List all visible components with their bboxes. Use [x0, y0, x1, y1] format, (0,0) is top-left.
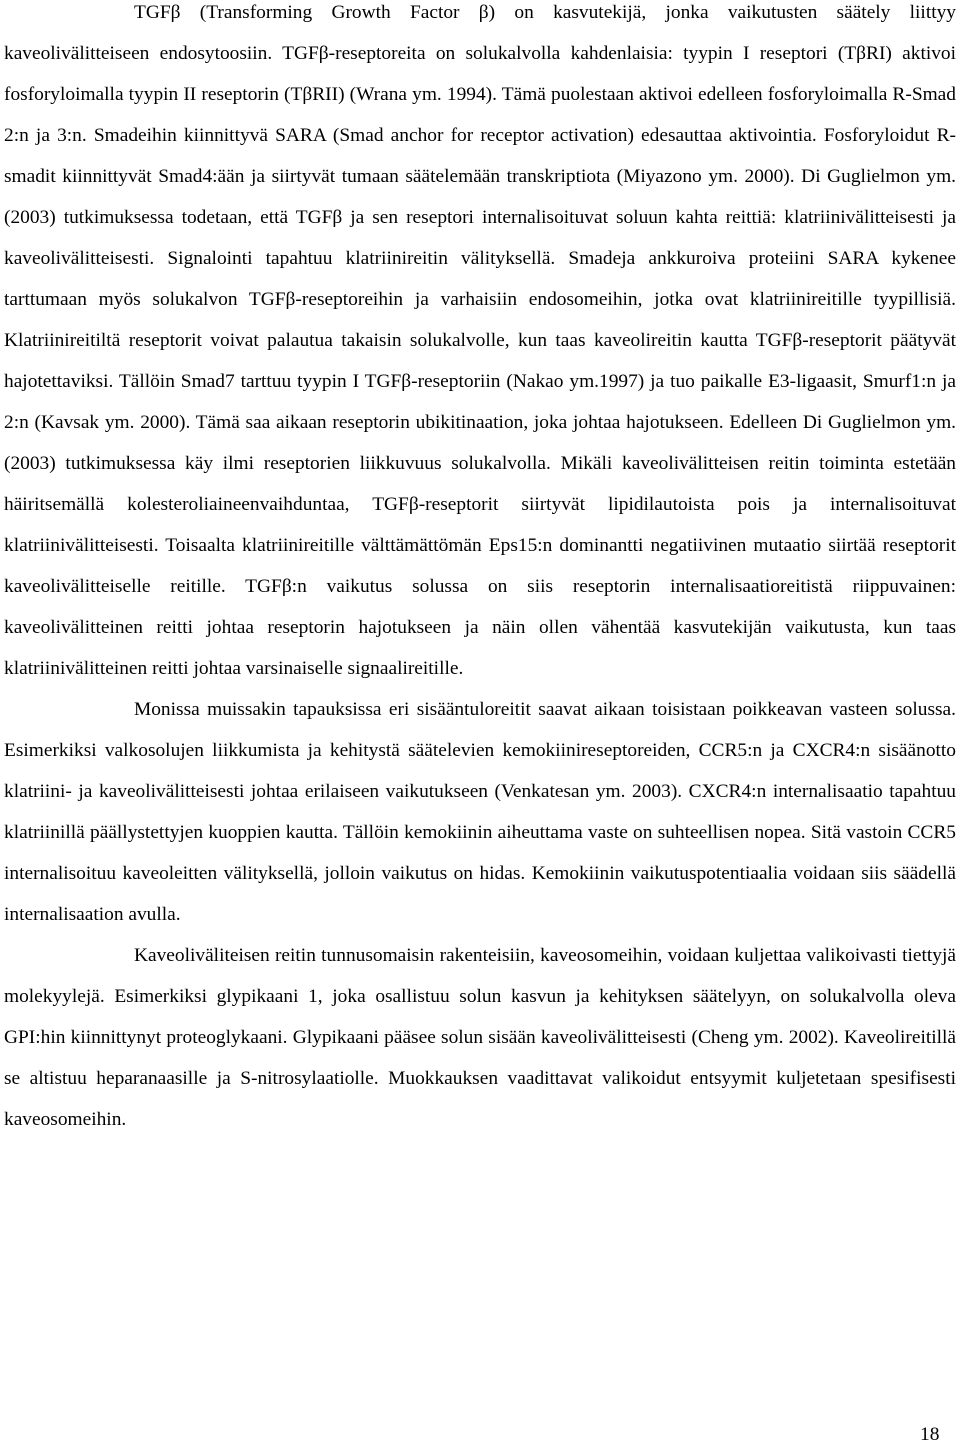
document-page — [4, 0, 956, 1140]
paragraph-tgf-beta: TGFβ (Transforming Growth Factor β) on kasvutekijä, jonka vaikutusten säätely liittyy kaveolivälitteiseen endosytoosiin. TGFβ-reseptoreita on solukalvolla kahdenlaisia: tyypin I reseptori (TβRI) aktivoi fosforyloimalla tyypin II reseptorin (TβRII) (Wrana ym. 1994). Tämä puolestaan aktivoi edelleen fosforyloimalla R-Smad 2:n ja 3:n. Smadeihin kiinnittyvä SARA (Smad anchor for receptor activation) edesauttaa aktivointia. Fosforyloidut R-smadit kiinnittyvät Smad4:ään ja siirtyvät tumaan säätelemään transkriptiota (Miyazono ym. 2000). Di Guglielmon ym. (2003) tutkimuksessa todetaan, että TGFβ ja sen reseptori internalisoituvat soluun kahta reittiä: klatriinivälitteisesti ja kaveolivälitteisesti. Signalointi tapahtuu klatriinireitin välityksellä. Smadeja ankkuroiva proteiini SARA kykenee tarttumaan myös solukalvon TGFβ-reseptoreihin ja varhaisiin endosomeihin, jotka ovat klatriinireitille tyypillisiä. Klatriinireitiltä reseptorit voivat palautua takaisin solukalvolle, kun taas kaveolireitin kautta TGFβ-reseptorit päätyvät hajotettaviksi. Tällöin Smad7 tarttuu tyypin I TGFβ-reseptoriin (Nakao ym.1997) ja tuo paikalle E3-ligaasit, Smurf1:n ja 2:n (Kavsak ym. 2000). Tämä saa aikaan reseptorin ubikitinaation, joka johtaa hajotukseen. Edelleen Di Guglielmon ym. (2003) tutkimuksessa käy ilmi reseptorien liikkuvuus solukalvolla. Mikäli kaveolivälitteisen reitin toiminta estetään häiritsemällä kolesteroliaineenvaihduntaa, TGFβ-reseptorit siirtyvät lipidilautoista pois ja internalisoituvat klatriinivälitteisesti. Toisaalta klatriinireitille välttämättömän Eps15:n dominantti negatiivinen mutaatio siirtää reseptorit kaveolivälitteiselle reitille. TGFβ:n vaikutus solussa on siis reseptorin internalisaatioreitistä riippuvainen: kaveolivälitteinen reitti johtaa reseptorin hajotukseen ja näin ollen vähentää kasvutekijän vaikutusta, kun taas klatriinivälitteinen reitti johtaa varsinaiselle signaalireitille. — [4, 2, 956, 679]
page-number: 18 — [920, 1424, 940, 1445]
paragraph-chemokine-receptors: Monissa muissakin tapauksissa eri sisääntuloreitit saavat aikaan toisistaan poikkeavan vasteen solussa. Esimerkiksi valkosolujen liikkumista ja kehitystä säätelevien kemokiinireseptoreiden, CCR5:n ja CXCR4:n sisäänotto klatriini- ja kaveolivälitteisesti johtaa erilaiseen vaikutukseen (Venkatesan ym. 2003). CXCR4:n internalisaatio tapahtuu klatriinillä päällystettyjen kuoppien kautta. Tällöin kemokiinin aiheuttama vaste on suhteellisen nopea. Sitä vastoin CCR5 internalisoituu kaveoleitten välityksellä, jolloin vaikutus on hidas. Kemokiinin vaikutuspotentiaalia voidaan siis säädellä internalisaation avulla. — [4, 699, 956, 925]
paragraph-caveosomes: Kaveoliväliteisen reitin tunnusomaisin rakenteisiin, kaveosomeihin, voidaan kuljettaa valikoivasti tiettyjä molekyylejä. Esimerkiksi glypikaani 1, joka osallistuu solun kasvun ja kehityksen säätelyyn, on solukalvolla oleva GPI:hin kiinnittynyt proteoglykaani. Glypikaani pääsee solun sisään kaveolivälitteisesti (Cheng ym. 2002). Kaveolireitillä se altistuu heparanaasille ja S-nitrosylaatiolle. Muokkauksen vaadittavat valikoidut entsyymit kuljetetaan spesifisesti kaveosomeihin. — [4, 945, 956, 1130]
